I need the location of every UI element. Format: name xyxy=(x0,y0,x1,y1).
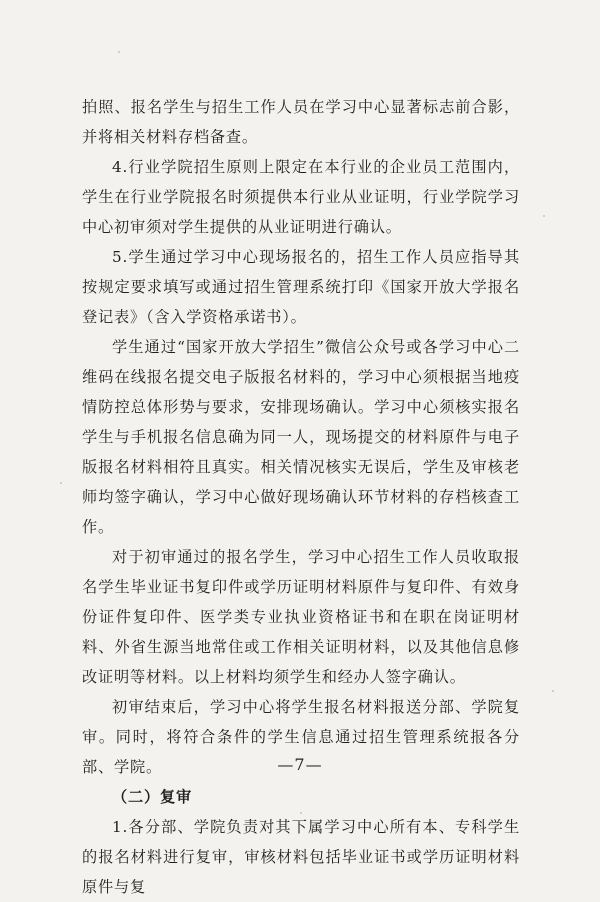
paragraph-review-item-1: 1.各分部、学院负责对其下属学习中心所有本、专科学生的报名材料进行复审，审核材料包括毕业证书或学历证明材料原件与复 xyxy=(82,818,520,896)
page-number: —7— xyxy=(277,755,323,774)
document-body xyxy=(82,92,520,902)
scan-speck xyxy=(543,215,545,217)
paragraph-initial-review-end: 初审结束后，学习中心将学生报名材料报送分部、学院复审。同时，将符合条件的学生信息通过招生管理系统报各分部、学院。 xyxy=(82,698,520,776)
paragraph-continuation: 拍照、报名学生与招生工作人员在学习中心显著标志前合影，并将相关材料存档备查。 xyxy=(82,98,520,146)
paragraph-online-registration: 学生通过“国家开放大学招生”微信公众号或各学习中心二维码在线报名提交电子版报名材料的，学习中心须根据当地疫情防控总体形势与要求，安排现场确认。学习中心须核实报名学生与手机报名信息确为同一人，现场提交的材料原件与电子版报名材料相符且真实。相关情况核实无误后，学生及审核老师均签字确认，学习中心做好现场确认环节材料的存档核查工作。 xyxy=(82,338,520,536)
scan-speck xyxy=(552,690,554,692)
scan-speck xyxy=(118,51,120,53)
paragraph-initial-review-materials: 对于初审通过的报名学生，学习中心招生工作人员收取报名学生毕业证书复印件或学历证明材料原件与复印件、有效身份证件复印件、医学类专业执业资格证书和在职在岗证明材料、外省生源当地常住或工作相关证明材料，以及其他信息修改证明等材料。以上材料均须学生和经办人签字确认。 xyxy=(82,548,520,686)
scan-speck xyxy=(300,812,302,814)
paragraph-item-5: 5.学生通过学习中心现场报名的，招生工作人员应指导其按规定要求填写或通过招生管理系统打印《国家开放大学报名登记表》（含入学资格承诺书）。 xyxy=(82,248,520,326)
scan-speck xyxy=(60,482,62,484)
section-heading-review: （二）复审 xyxy=(112,788,192,806)
paragraph-item-4: 4.行业学院招生原则上限定在本行业的企业员工范围内，学生在行业学院报名时须提供本行业从业证明，行业学院学习中心初审须对学生提供的从业证明进行确认。 xyxy=(82,158,520,236)
